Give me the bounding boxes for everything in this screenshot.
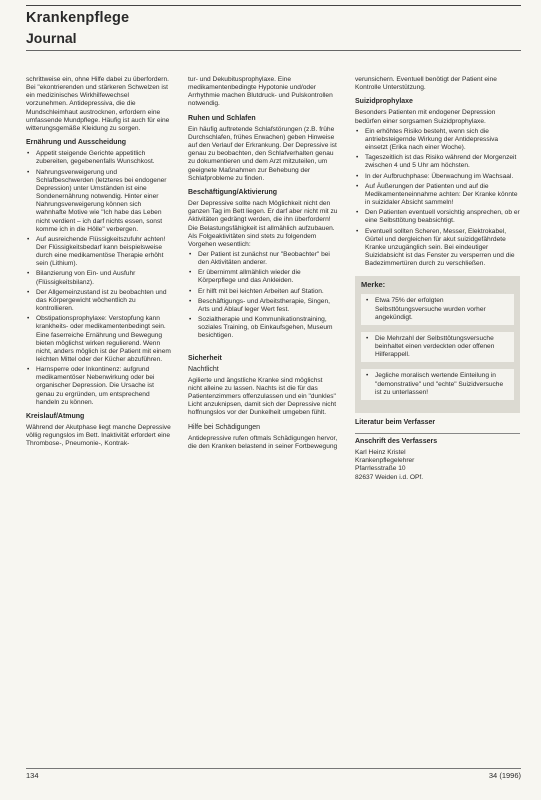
heading-sicherheit: Sicherheit — [188, 354, 222, 362]
page-footer — [26, 771, 521, 780]
merke-list — [361, 294, 514, 399]
list-item: • Den Patienten eventuell vorsichtig ansprechen, ob er eine Selbsttötung beabsichtigt. — [355, 209, 520, 225]
col2-p3: Agilierte und ängstliche Kranke sind möglichst nicht alleine zu lassen. Nachts ist die für das Patientenzimmers offenzulassen und ein "dunkles" Licht anzuknipsen, damit sich der Depressive nicht hoffnungslos vor der Dunkelheit umgeben fühlt. — [188, 376, 337, 417]
heading-kreislauf: Kreislauf/Atmung — [26, 412, 85, 420]
subtitle-rule — [26, 50, 521, 51]
heading-hilfe: Hilfe bei Schädigungen — [188, 423, 260, 431]
address-line: Krankenpflegelehrer — [355, 457, 415, 465]
list-item: • Der Patient ist zunächst nur "Beobachter" bei den Aktivitäten anderer. — [188, 251, 338, 267]
col3-intro: verunsichern. Eventuell benötigt der Patient eine Kontrolle Unterstützung. — [355, 76, 497, 92]
list-item: • Auf Äußerungen der Patienten und auf die Medikamenteneinnahme achten: Der Kranke könnte in suizidaler Absicht sammeln! — [355, 183, 520, 207]
heading-nachtlicht: Nachtlicht — [188, 365, 219, 373]
col3-list — [355, 128, 520, 269]
magazine-title: Krankenpflege — [26, 10, 130, 26]
col1-intro: schrittweise ein, ohne Hilfe dabei zu überfordern. Bei "ekontrierenden und stärkeren Schwelzen ist ein medizinisches Wirkhilfewechsel vorzunehmen. Antidepressiva, die die Mundschleimhaut austrocknen, erfordern eine umfassende Mundpflege. Häufig ist auch für eine witterungsgemäße Kleidung zu sorgen. — [26, 76, 170, 132]
divider — [355, 433, 520, 434]
col2-p1: Ein häufig auftretende Schlafstörungen (z.B. frühe Durchschlafen, frühes Erwachen) geben Hinweise auf den Verlauf der Erkrankung. Der Depressive ist genau zu beobachten, den Schlafverhalten genau zu dokumentieren und dem Arzt mitzuteilen, um geeignete Maßnahmen zur Behebung der Schlafprobleme zu finden. — [188, 125, 337, 182]
col2-p4: Antidepressive rufen oftmals Schädigungen hervor, die den Kranken belastend in seiner Fortbewegung — [188, 434, 338, 450]
list-item: • Er übernimmt allmählich wieder die Körperpflege und das Ankleiden. — [188, 269, 338, 285]
heading-suizidprophylaxe: Suizidprophylaxe — [355, 98, 413, 106]
col3-p1: Besonders Patienten mit endogener Depression bedürfen einer sorgsamen Suizidprophylaxe. — [355, 109, 496, 125]
list-item: • In der Aufbruchphase: Überwachung im Wachsaal. — [355, 173, 520, 181]
col2-list — [188, 251, 338, 341]
list-item: • Obstipationsprophylaxe: Verstopfung kann krankheits- oder medikamentenbedingt sein. Eine faserreiche Ernährung und Bewegung bieten möglichst wirken regulierend. Wenn nicht, anders möglich ist der Patient mit einem leichten Mittel oder der Kücher abzuführen. — [26, 315, 172, 364]
list-item: • Er hilft mit bei leichten Arbeiten auf Station. — [188, 288, 338, 296]
column-2 — [188, 76, 338, 453]
merke-item: • Jegliche moralisch wertende Einteilung in "demonstrative" und "echte" Suizidversuche ist zu unterlassen! — [361, 369, 514, 399]
address-heading: Anschrift des Verfassers — [355, 438, 438, 445]
address-line: Pfarrlesstraße 10 — [355, 465, 406, 473]
list-item: • Eventuell sollten Scheren, Messer, Elektrokabel, Gürtel und dergleichen für akut suizidgefährdete Kranke unzugänglich sein. Bei eindeutiger Suizidabsicht ist das Fenster zu versperren und die Badezimmertüren durch zu verschließen. — [355, 228, 520, 269]
list-item: • Der Allgemeinzustand ist zu beobachten und das Körpergewicht wöchentlich zu kontrollieren. — [26, 289, 172, 313]
col2-p2: Der Depressive sollte nach Möglichkeit nicht den ganzen Tag im Bett liegen. Er darf aber nicht mit zu Aktivitäten gedrängt werden, die ihn überfordern! Die Belastungsfähigkeit ist allmählich aufzubauen. Als Folgeaktivitäten sind stets zu folgendem Vorgehen wesentlich: — [188, 200, 338, 248]
page-number: 134 — [26, 771, 39, 780]
page-header — [26, 5, 521, 51]
list-item: • Ein erhöhtes Risiko besteht, wenn sich die antriebsteigernde Wirkung der Antidepressiva einsetzt (Erika nach einer Woche). — [355, 128, 520, 152]
list-item: • Appetit steigende Gerichte appetitlich zubereiten, gegebenenfalls Wunschkost. — [26, 150, 172, 166]
list-item: • Beschäftigungs- und Arbeitstherapie, Singen, Arts und Ablauf leger Wert fest. — [188, 298, 338, 314]
magazine-subtitle: Journal — [26, 30, 77, 46]
merke-item: • Etwa 75% der erfolgten Selbsttötungsversuche wurden vorher angekündigt. — [361, 294, 514, 324]
col1-tail: Während der Akutphase liegt manche Depressive völlig regungslos im Bett. Inaktivität erfordert eine Thrombose-, Pneumonie-, Kontrak- — [26, 424, 171, 448]
heading-ruhen: Ruhen und Schlafen — [188, 114, 256, 122]
list-item: • Sozialtherapie und Kommunikationstraining, soziales Training, ob Einkaufsgehen, Museum besichtigen. — [188, 316, 338, 340]
literature-note: Literatur beim Verfasser — [355, 418, 436, 426]
list-item: • Harnsperre oder Inkontinenz: aufgrund medikamentöser Nebenwirkung oder bei organischer Depression. Die Ursache ist genau zu ergründen, um entsprechend handeln zu können. — [26, 366, 172, 407]
header-rule — [26, 5, 521, 6]
merke-item: • Die Mehrzahl der Selbsttötungsversuche beinhaltet einen verdeckten oder offenen Hilferappell. — [361, 332, 514, 362]
list-item: • Nahrungsverweigerung und Schlafbeschwerden (letzteres bei endogener Depression) unter Umständen ist eine Sondenernährung notwendig. Hinter einer Nahrungsverweigerung können sich wahnhafte Motive wie "Ich habe das Leben nicht verdient – ich darf nichts essen, sonst komme ich in die Hölle" verbergen. — [26, 169, 172, 234]
issue-number: 34 (1996) — [488, 771, 521, 780]
column-1 — [26, 76, 172, 451]
merke-title: Merke: — [361, 280, 386, 290]
address-line: Karl Heinz Kristel — [355, 449, 406, 457]
list-item: • Tageszeitlich ist das Risiko während der Morgenzeit zwischen 4 und 5 Uhr am höchsten. — [355, 154, 520, 170]
list-item: • Auf ausreichende Flüssigkeitszufuhr achten! Der Flüssigkeitsbedarf kann beispielsweise durch eine medikamentöse Therapie erhöht sein (Lithium). — [26, 236, 172, 269]
merke-box — [355, 276, 520, 413]
column-3 — [355, 76, 520, 482]
address-line: 82637 Weiden i.d. OPf. — [355, 473, 424, 481]
footer-rule — [26, 768, 521, 769]
list-item: • Bilanzierung von Ein- und Ausfuhr (Flüssigkeitsbilanz). — [26, 270, 172, 286]
col2-intro: tur- und Dekubitusprophylaxe. Eine medikamentenbedingte Hypotonie und/oder Arrhythmie machen Blutdruck- und Pulskontrollen notwendig. — [188, 76, 333, 108]
heading-beschaeftigung: Beschäftigung/Aktivierung — [188, 188, 278, 196]
col1-list — [26, 150, 172, 407]
heading-ernaehrung: Ernährung und Ausscheidung — [26, 139, 127, 147]
